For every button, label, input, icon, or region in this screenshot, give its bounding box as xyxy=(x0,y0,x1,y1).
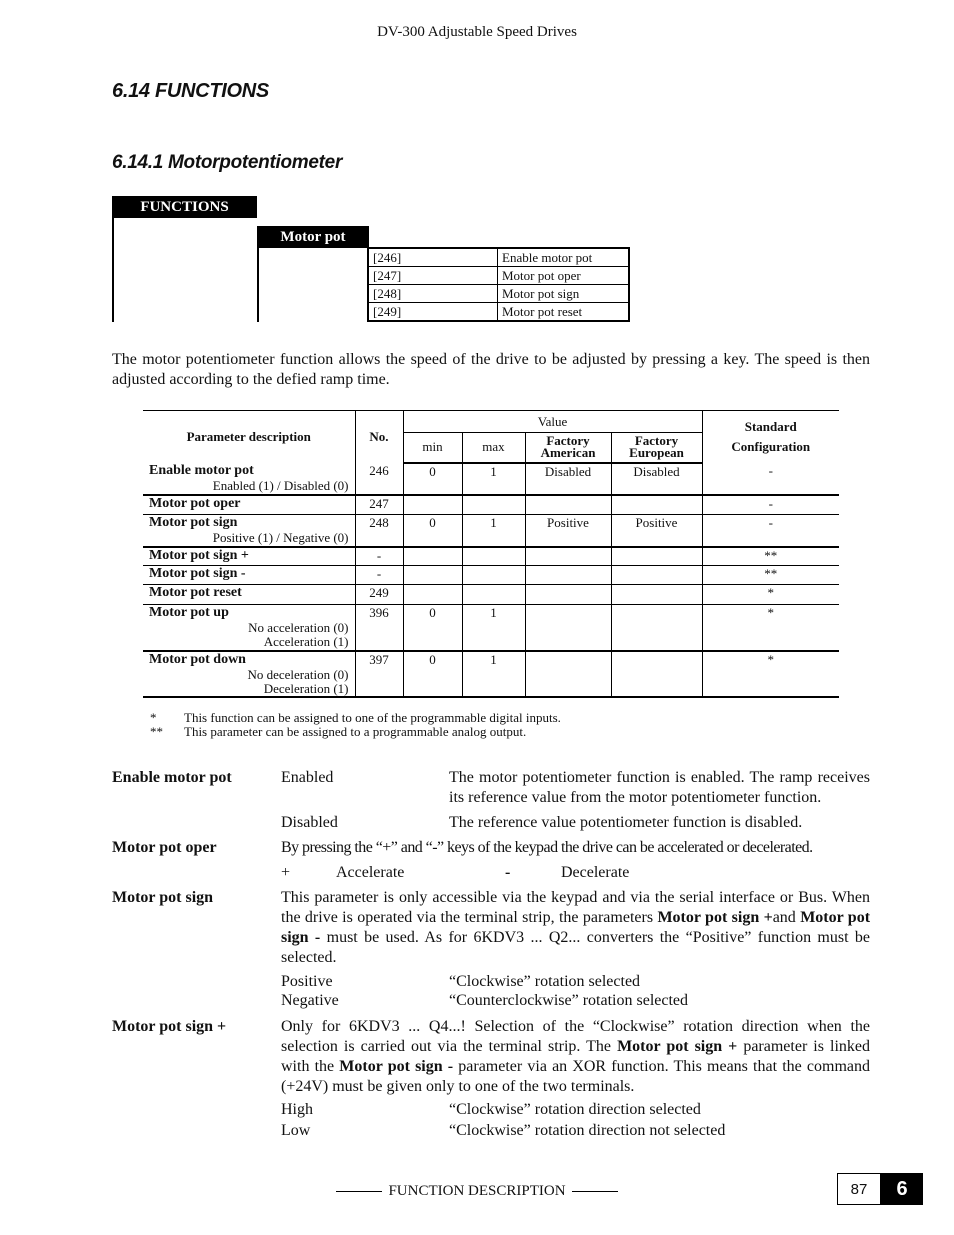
table-row xyxy=(143,547,839,566)
row-min: 0 xyxy=(403,463,462,495)
desc-option: Enabled xyxy=(281,769,334,786)
page-number: 87 xyxy=(837,1173,881,1205)
desc-option-text: The reference value potentiometer function is disabled. xyxy=(449,814,803,831)
row-factory-european xyxy=(611,495,702,515)
footnote xyxy=(150,711,561,725)
row-param-name: Motor pot oper xyxy=(149,495,241,511)
row-param-name: Motor pot up xyxy=(149,605,229,620)
row-factory-american xyxy=(525,585,611,605)
desc-text xyxy=(281,888,870,968)
running-footer xyxy=(0,1183,954,1200)
param-name: Motor pot oper xyxy=(498,267,630,285)
col-header-max: max xyxy=(462,433,525,463)
row-param-name: Motor pot sign - xyxy=(149,566,246,581)
desc-key-plus-text: Accelerate xyxy=(336,864,405,881)
row-no: 248 xyxy=(355,515,403,547)
row-factory-american: Disabled xyxy=(525,463,611,495)
param-name: Enable motor pot xyxy=(498,248,630,267)
footer-rule xyxy=(572,1191,618,1192)
desc-text-part: parameter is linked with the xyxy=(281,1038,870,1075)
row-standard: * xyxy=(702,585,839,605)
row-standard: - xyxy=(702,463,839,495)
row-no: 246 xyxy=(355,463,403,495)
desc-option-text: “Clockwise” rotation selected xyxy=(449,973,641,990)
col-header-param: Parameter description xyxy=(143,411,355,463)
col-header-factory-european: Factory European xyxy=(611,433,702,463)
menu-param-row xyxy=(368,285,629,303)
table-footnotes xyxy=(150,711,561,739)
desc-text xyxy=(281,1017,870,1097)
row-param-name: Motor pot reset xyxy=(149,585,242,600)
col-header-standard-line2: Configuration xyxy=(731,438,811,454)
row-no: 249 xyxy=(355,585,403,605)
row-max: 1 xyxy=(462,651,525,697)
row-no: - xyxy=(355,547,403,566)
row-factory-american xyxy=(525,566,611,585)
desc-param-ref: Motor pot sign + xyxy=(657,909,773,926)
desc-text-part: This parameter is only accessible via the keypad and via the serial interface or Bus. When the drive is operated via the terminal strip, the parameters xyxy=(281,889,870,926)
row-factory-european xyxy=(611,651,702,697)
desc-term-sign-plus: Motor pot sign + xyxy=(112,1018,227,1035)
desc-option: High xyxy=(281,1101,313,1118)
row-min: 0 xyxy=(403,651,462,697)
row-max xyxy=(462,547,525,566)
footnote-text: This parameter can be assigned to a programmable analog output. xyxy=(184,724,527,739)
menu-param-row xyxy=(368,248,629,267)
row-max xyxy=(462,585,525,605)
row-max xyxy=(462,495,525,515)
footer-label: FUNCTION DESCRIPTION xyxy=(388,1183,566,1199)
desc-option-text: The motor potentiometer function is enabled. The ramp receives its reference value from the motor potentiometer function. xyxy=(449,769,870,806)
row-factory-european xyxy=(611,566,702,585)
desc-option: Low xyxy=(281,1122,311,1139)
desc-param-ref: Motor pot sign + xyxy=(617,1038,738,1055)
param-name: Motor pot reset xyxy=(498,303,630,322)
table-row xyxy=(143,605,839,651)
desc-option-text: “Clockwise” rotation direction selected xyxy=(449,1101,701,1118)
footnote-mark: * xyxy=(150,710,157,725)
desc-term-enable: Enable motor pot xyxy=(112,769,232,786)
menu-root-label: FUNCTIONS xyxy=(112,196,257,218)
param-name: Motor pot sign xyxy=(498,285,630,303)
menu-param-row xyxy=(368,267,629,285)
desc-text: By pressing the “+” and “-” keys of the keypad the drive can be accelerated or decelerated. xyxy=(281,839,813,856)
desc-option-text: “Counterclockwise” rotation selected xyxy=(449,992,689,1009)
row-param-option: No deceleration (0) xyxy=(247,666,349,682)
row-factory-european xyxy=(611,605,702,651)
row-factory-american: Positive xyxy=(525,515,611,547)
footnote xyxy=(150,725,561,739)
row-factory-european: Positive xyxy=(611,515,702,547)
row-max: 1 xyxy=(462,605,525,651)
row-factory-american xyxy=(525,605,611,651)
desc-text-part: and xyxy=(772,909,801,926)
table-row xyxy=(143,515,839,547)
row-no: 397 xyxy=(355,651,403,697)
row-min xyxy=(403,566,462,585)
col-header-value: Value xyxy=(403,411,702,433)
row-factory-american xyxy=(525,547,611,566)
desc-option: Positive xyxy=(281,973,333,990)
row-param-name: Enable motor pot xyxy=(149,462,254,478)
col-header-min: min xyxy=(403,433,462,463)
menu-tree-line xyxy=(112,218,114,322)
col-header-factory-american: Factory American xyxy=(525,433,611,463)
row-param-name: Motor pot sign xyxy=(149,515,238,530)
parameter-table xyxy=(143,410,839,698)
desc-option: Disabled xyxy=(281,814,338,831)
param-number: [248] xyxy=(368,285,498,303)
param-number: [247] xyxy=(368,267,498,285)
footnote-text: This function can be assigned to one of the programmable digital inputs. xyxy=(184,710,561,725)
param-number: [249] xyxy=(368,303,498,322)
menu-param-table xyxy=(367,247,630,322)
row-param-option: Positive (1) / Negative (0) xyxy=(212,530,349,545)
menu-param-row xyxy=(368,303,629,322)
col-header-standard xyxy=(702,411,839,463)
col-header-no: No. xyxy=(355,411,403,463)
row-param-name: Motor pot sign + xyxy=(149,547,249,563)
desc-text-part: parameter via an XOR function. This means that the command (+24V) must be given only to one of the two terminals. xyxy=(281,1058,870,1095)
row-standard: * xyxy=(702,651,839,697)
row-param-option: Enabled (1) / Disabled (0) xyxy=(212,477,349,493)
row-param-name: Motor pot down xyxy=(149,651,246,667)
row-factory-european: Disabled xyxy=(611,463,702,495)
desc-term-oper: Motor pot oper xyxy=(112,839,217,856)
row-min: 0 xyxy=(403,515,462,547)
row-min xyxy=(403,547,462,566)
row-min xyxy=(403,495,462,515)
desc-option-text: “Clockwise” rotation direction not selected xyxy=(449,1122,726,1139)
row-no: 396 xyxy=(355,605,403,651)
desc-key-plus: + xyxy=(281,864,291,881)
row-param-option: Acceleration (1) xyxy=(263,634,349,649)
desc-param-ref: Motor pot sign - xyxy=(339,1058,454,1075)
table-row xyxy=(143,566,839,585)
running-header: DV-300 Adjustable Speed Drives xyxy=(377,24,577,40)
row-standard: - xyxy=(702,495,839,515)
desc-term-sign: Motor pot sign xyxy=(112,889,214,906)
row-param-option: No acceleration (0) xyxy=(248,620,349,635)
row-no: - xyxy=(355,566,403,585)
row-max xyxy=(462,566,525,585)
row-factory-american xyxy=(525,495,611,515)
col-header-standard-line1: Standard xyxy=(744,418,797,434)
section-title: 6.14 FUNCTIONS xyxy=(112,80,269,102)
table-row xyxy=(143,463,839,495)
row-standard: ** xyxy=(702,566,839,585)
subsection-title: 6.14.1 Motorpotentiometer xyxy=(112,152,343,173)
desc-param-ref: Motor pot sign - xyxy=(281,909,871,946)
intro-paragraph: The motor potentiometer function allows the speed of the drive to be adjusted by pressing a key. The speed is then adjusted according to the defied ramp time. xyxy=(112,351,870,388)
table-row xyxy=(143,651,839,697)
row-factory-european xyxy=(611,585,702,605)
desc-key-minus: - xyxy=(505,864,511,881)
table-row xyxy=(143,585,839,605)
desc-key-minus-text: Decelerate xyxy=(561,864,630,881)
chapter-tab: 6 xyxy=(881,1173,923,1205)
row-no: 247 xyxy=(355,495,403,515)
table-row xyxy=(143,495,839,515)
desc-option: Negative xyxy=(281,992,339,1009)
desc-text-part: Only for 6KDV3 ... Q4...! Selection of the “Clockwise” rotation direction when the selection is carried out via the terminal strip. The xyxy=(281,1018,870,1055)
param-number: [246] xyxy=(368,248,498,267)
menu-tree-line xyxy=(257,248,259,322)
row-param-option: Deceleration (1) xyxy=(263,680,349,696)
desc-text-part: must be used. As for 6KDV3 ... Q2... converters the “Positive” function must be selected. xyxy=(281,929,870,966)
footer-rule xyxy=(336,1191,382,1192)
footnote-mark: ** xyxy=(150,724,163,739)
row-min: 0 xyxy=(403,605,462,651)
row-max: 1 xyxy=(462,515,525,547)
row-standard: ** xyxy=(702,547,839,566)
row-min xyxy=(403,585,462,605)
row-standard: * xyxy=(702,605,839,651)
row-max: 1 xyxy=(462,463,525,495)
menu-sub-label: Motor pot xyxy=(257,226,369,248)
row-standard: - xyxy=(702,515,839,547)
row-factory-european xyxy=(611,547,702,566)
row-factory-american xyxy=(525,651,611,697)
